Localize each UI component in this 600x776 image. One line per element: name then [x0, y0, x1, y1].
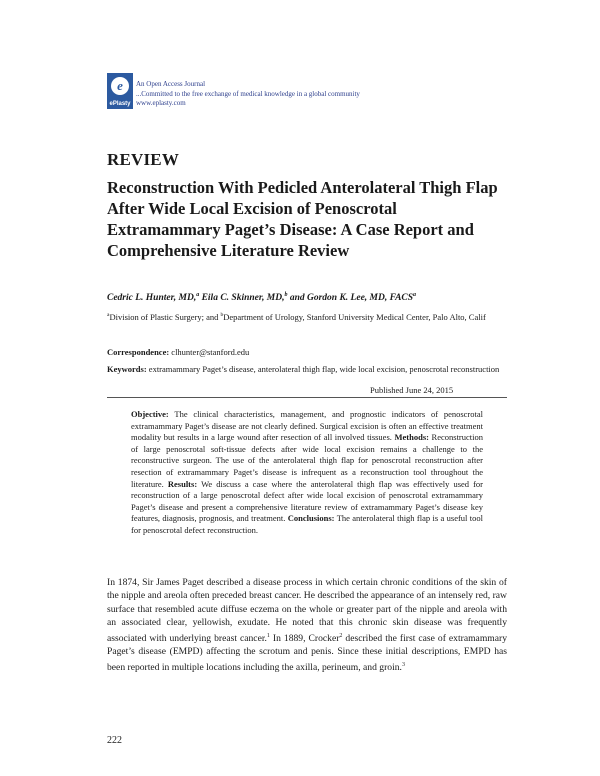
- divider: [107, 397, 507, 398]
- journal-header: [136, 80, 360, 109]
- body-text-1: In 1874, Sir James Paget described a disease process in which certain chronic conditions of the skin of the nipple and areola often preceded breast cancer. He described the appearance of an intensely red, raw surface that resembled acute diffuse eczema on the whole or greater part of the nipple and areola with an associated clear, yellowish, exudate. He noted that this chronic skin disease was frequently associated with underlying breast cancer.: [107, 577, 507, 644]
- author-name: and Gordon K. Lee, MD, FACS: [289, 293, 414, 304]
- page-number: 222: [107, 735, 122, 746]
- abstract-methods-label: Methods:: [394, 432, 429, 443]
- abstract-conclusions-label: Conclusions:: [287, 513, 335, 524]
- keywords-value: extramammary Paget’s disease, anterolateral thigh flap, wide local excision, penoscrotal reconstruction: [148, 364, 500, 374]
- author-affil-mark: b: [284, 292, 288, 298]
- author-name: Cedric L. Hunter, MD,: [107, 293, 197, 304]
- keywords: [107, 363, 507, 375]
- author-affil-mark: a: [413, 292, 417, 298]
- journal-tagline-1: An Open Access Journal: [136, 80, 206, 88]
- author-name: Eila C. Skinner, MD,: [201, 293, 285, 304]
- logo-text: ePlasty: [109, 101, 131, 107]
- affil-mark-a: a: [107, 312, 110, 318]
- article-title: Reconstruction With Pedicled Anterolateral Thigh Flap After Wide Local Excision of Penoscrotal Extramammary Paget’s Disease: A Case Report and Comprehensive Literature Review: [107, 178, 498, 260]
- journal-url[interactable]: www.eplasty.com: [136, 99, 186, 107]
- citation-ref[interactable]: 3: [401, 661, 405, 668]
- correspondence: [107, 347, 249, 357]
- eplasty-logo: [107, 73, 133, 109]
- abstract-methods: Reconstruction of large penoscrotal soft-tissue defects after wide local excision remains a challenge to the reconstructive surgeon. The use of the anterolateral thigh flap for penoscrotal reconstruction after resection of extramammary Paget’s disease is infrequent as a reconstruction tool throughout the literature.: [131, 432, 484, 489]
- abstract-objective-label: Objective:: [131, 409, 169, 419]
- abstract-objective: The clinical characteristics, management, and prognostic indicators of penoscrotal extramammary Paget’s disease are not clearly defined. Surgical excision is often an effective treatment modality but results in a large wound after resection of all involved tissues.: [131, 409, 483, 443]
- affiliations: [107, 309, 507, 323]
- abstract-results-label: Results:: [167, 478, 198, 489]
- published-date: Published June 24, 2015: [370, 385, 454, 395]
- affil-a: Division of Plastic Surgery; and: [109, 311, 221, 322]
- section-label: REVIEW: [107, 150, 180, 169]
- svg-text:e: e: [117, 78, 123, 93]
- citation-ref[interactable]: 2: [339, 632, 343, 639]
- correspondence-email[interactable]: clhunter@stanford.edu: [171, 347, 250, 357]
- abstract-conclusions: The anterolateral thigh flap is a useful tool for penoscrotal defect reconstruction.: [131, 513, 483, 535]
- body-text-2: In 1889, Crocker: [269, 632, 340, 644]
- keywords-label: Keywords:: [107, 364, 147, 374]
- body-text-3: described the first case of extramammary Paget’s disease (EMPD) affecting the scrotum and penis. Since these initial descriptions, EMPD has been reported in multiple locations including the axilla, perineum, and groin.: [107, 632, 507, 673]
- author-affil-mark: a: [196, 292, 200, 298]
- abstract-results: We discuss a case where the anterolateral thigh flap was effectively used for reconstruction of a large penoscrotal defect after wide local excision of penoscrotal extramammary Paget’s disease and present a comprehensive literature review of extramammary Paget’s disease key features, diagnosis, prognosis, and treatment.: [131, 478, 483, 524]
- correspondence-label: Correspondence:: [107, 347, 170, 357]
- affil-b: Department of Urology, Stanford University Medical Center, Palo Alto, Calif: [223, 311, 486, 322]
- author-list: [107, 292, 416, 303]
- journal-tagline-2: ...Committed to the free exchange of medical knowledge in a global community: [136, 89, 360, 98]
- affil-mark-b: b: [220, 312, 224, 318]
- citation-ref[interactable]: 1: [266, 632, 270, 639]
- body-paragraph: [107, 576, 507, 674]
- abstract: [131, 409, 483, 537]
